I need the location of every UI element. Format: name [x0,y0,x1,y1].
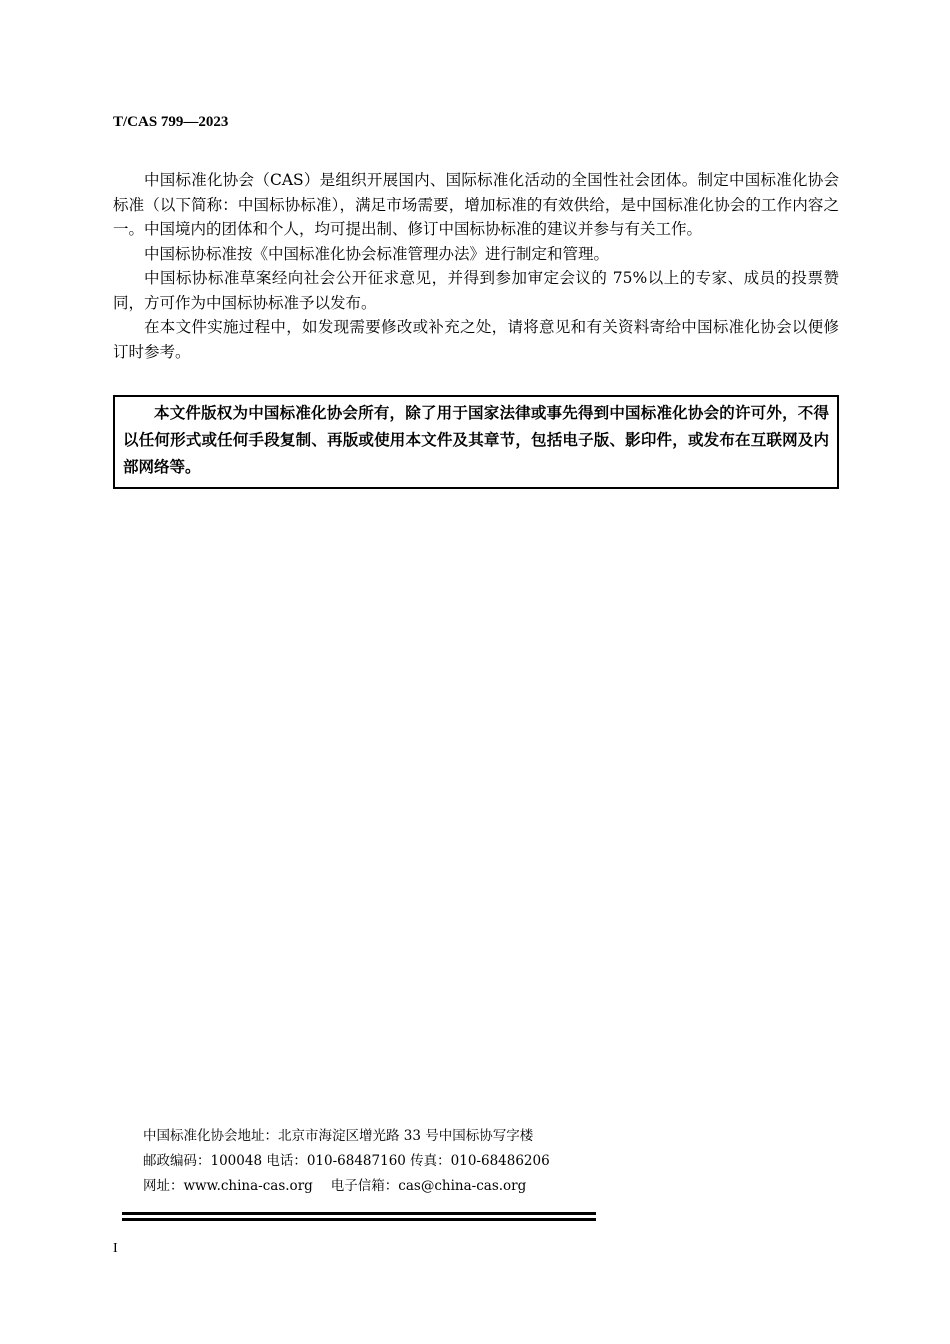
paragraph-management: 中国标协标准按《中国标准化协会标准管理办法》进行制定和管理。 [144,244,610,263]
website-text: 网址：www.china-cas.org [143,1178,313,1194]
rule-line-top [122,1212,596,1215]
contact-info [143,1124,550,1199]
document-code: T/CAS 799—2023 [113,114,229,130]
paragraph-cas-intro: 中国标准化协会（CAS）是组织开展国内、国际标准化活动的全国性社会团体。制定中国标准化协会标准（以下简称：中国标协标准），满足市场需要，增加标准的有效供给，是中国标准化协会的工作内容之一。中国境内的团体和个人，均可提出制、修订中国标协标准的建议并参与有关工作。 [113,171,839,238]
email-text: 电子信箱：cas@china-cas.org [330,1178,527,1194]
rule-line-bottom [122,1218,596,1221]
copyright-notice-box [113,395,839,489]
page-number: I [113,1241,118,1256]
web-email-line [143,1174,550,1199]
address-line: 中国标准化协会地址：北京市海淀区增光路 33 号中国标协写字楼 [143,1128,534,1144]
foreword-body [113,168,839,364]
postal-phone-fax-line: 邮政编码：100048 电话：010-68487160 传真：010-68486206 [143,1153,550,1169]
double-rule-divider [122,1212,596,1222]
copyright-notice-text: 本文件版权为中国标准化协会所有，除了用于国家法律或事先得到中国标准化协会的许可外，不得以任何形式或任何手段复制、再版或使用本文件及其章节，包括电子版、影印件，或发布在互联网及内部网络等。 [123,404,829,476]
paragraph-approval: 中国标协标准草案经向社会公开征求意见，并得到参加审定会议的 75%以上的专家、成员的投票赞同，方可作为中国标协标准予以发布。 [113,269,839,312]
paragraph-feedback: 在本文件实施过程中，如发现需要修改或补充之处，请将意见和有关资料寄给中国标准化协会以便修订时参考。 [113,318,839,361]
